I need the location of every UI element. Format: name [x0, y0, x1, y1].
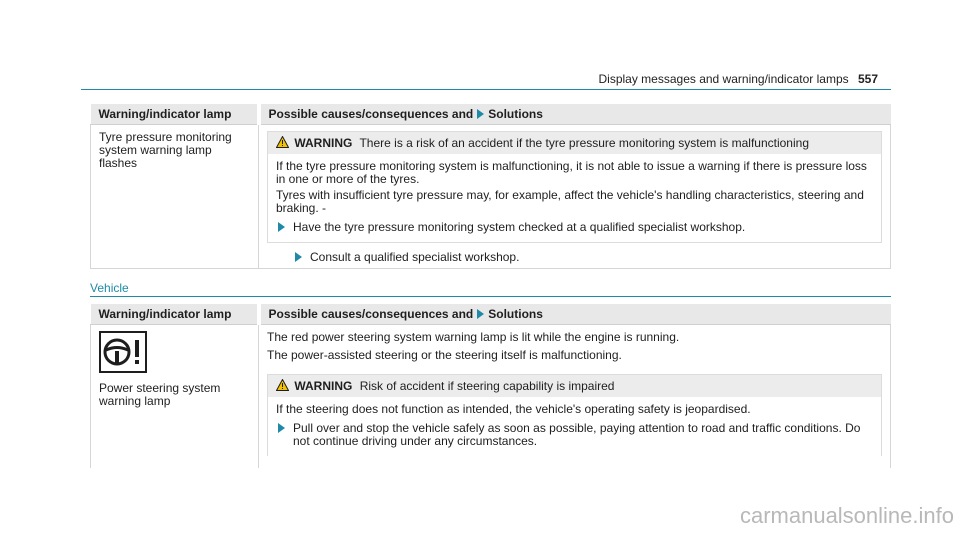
warning-label: WARNING	[294, 136, 353, 150]
col-header-solutions-label: Solutions	[488, 307, 543, 321]
page-header	[599, 72, 879, 86]
header-rule	[81, 89, 891, 90]
warning-triangle-icon	[276, 379, 289, 391]
lamp-cell	[91, 125, 259, 269]
table-header-row	[91, 104, 891, 125]
watermark: carmanualsonline.info	[739, 503, 954, 528]
arrow-right-icon	[295, 252, 302, 262]
warning-step-text: Have the tyre pressure monitoring system checked at a qualified specialist workshop.	[293, 220, 746, 234]
tyre-pressure-table	[90, 104, 891, 269]
warning-step	[276, 422, 873, 448]
col-header-causes-label: Possible causes/consequences and	[268, 107, 474, 121]
lamp-description: Power steering system warning lamp	[99, 381, 221, 408]
warning-paragraph: If the steering does not function as intended, the vehicle's operating safety is jeopardised.	[276, 402, 751, 416]
section-title: Vehicle	[90, 281, 129, 295]
table-row	[91, 325, 891, 469]
warning-title: Risk of accident if steering capability is impaired	[359, 379, 615, 393]
power-steering-warning-icon	[99, 331, 250, 376]
warning-body	[268, 154, 881, 242]
causes-cell	[259, 125, 891, 269]
table-row	[91, 125, 891, 269]
warning-header	[268, 132, 881, 154]
warning-body	[268, 397, 881, 456]
power-steering-table	[90, 304, 891, 468]
warning-header	[268, 375, 881, 397]
warning-paragraph: Tyres with insufficient tyre pressure may, for example, affect the vehicle's handling characteristics, steering and braking. -	[276, 188, 864, 215]
warning-step	[276, 221, 873, 234]
cause-paragraph: The power-assisted steering or the steering itself is malfunctioning.	[267, 348, 622, 362]
arrow-right-icon	[278, 222, 285, 232]
table-header-row	[91, 304, 891, 325]
warning-box	[267, 374, 882, 456]
arrow-right-icon	[477, 109, 484, 119]
warning-triangle-icon	[276, 136, 289, 148]
arrow-right-icon	[278, 423, 285, 433]
warning-label: WARNING	[294, 379, 353, 393]
col-header-solutions-label: Solutions	[488, 107, 543, 121]
arrow-right-icon	[477, 309, 484, 319]
col-header-causes-label: Possible causes/consequences and	[268, 307, 474, 321]
col-header-lamp: Warning/indicator lamp	[91, 104, 259, 125]
lamp-cell	[91, 325, 259, 469]
solution-text: Consult a qualified specialist workshop.	[310, 250, 520, 264]
col-header-lamp: Warning/indicator lamp	[91, 304, 259, 325]
causes-cell	[259, 325, 891, 469]
page-number: 557	[857, 72, 878, 86]
warning-title: There is a risk of an accident if the tyre pressure monitoring system is malfunctioning	[359, 136, 809, 150]
warning-step-text: Pull over and stop the vehicle safely as soon as possible, paying attention to road and traffic conditions. Do not continue driving under any circumstances.	[293, 421, 861, 448]
cause-paragraph: The red power steering system warning lamp is lit while the engine is running.	[267, 330, 680, 344]
col-header-causes	[259, 104, 891, 125]
col-header-causes	[259, 304, 891, 325]
warning-box	[267, 131, 882, 243]
warning-paragraph: If the tyre pressure monitoring system is malfunctioning, it is not able to issue a warning if there is pressure loss in one or more of the tyres.	[276, 159, 867, 186]
section-rule	[90, 296, 891, 297]
lamp-description: Tyre pressure monitoring system warning lamp flashes	[99, 130, 232, 170]
solution-step	[267, 251, 882, 264]
page-header-title: Display messages and warning/indicator lamps	[598, 72, 849, 86]
